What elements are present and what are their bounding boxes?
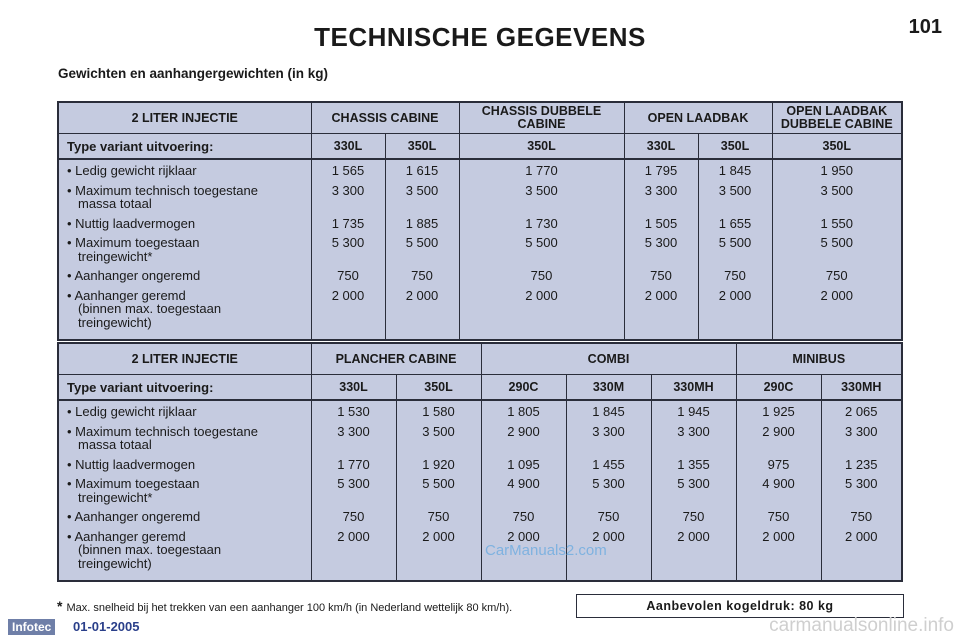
site-watermark: carmanualsonline.info <box>769 615 954 636</box>
row-label <box>67 289 309 330</box>
type-cell: 350L <box>396 375 481 401</box>
value-cell: 750 <box>427 509 450 524</box>
value-cell: 1 655 <box>718 215 752 231</box>
value-cell: 5 300 <box>844 476 878 491</box>
value-column <box>821 400 902 581</box>
recommended-ball-load-box: Aanbevolen kogeldruk: 80 kg <box>576 594 904 618</box>
value-cell: 750 <box>342 509 365 524</box>
value-column <box>651 400 736 581</box>
value-cell: 3 300 <box>337 423 370 439</box>
value-cell: 5 500 <box>820 235 854 250</box>
table-header-row <box>58 343 902 375</box>
type-row <box>58 134 902 160</box>
row-label-text: • Aanhanger geremd <box>67 528 186 544</box>
group-header-line: CHASSIS DUBBELE <box>481 104 602 118</box>
type-label: Type variant uitvoering: <box>58 134 311 160</box>
group-header <box>481 343 736 375</box>
type-cell: 350L <box>459 134 624 160</box>
value-cell: 2 000 <box>677 528 710 544</box>
group-header-line: CABINE <box>517 117 566 131</box>
value-cell: 2 000 <box>525 287 558 303</box>
value-cell: 2 900 <box>762 423 795 439</box>
row-label <box>67 269 309 283</box>
value-cell: 1 945 <box>677 404 710 419</box>
value-cell: 975 <box>767 456 790 472</box>
type-row <box>58 375 902 401</box>
table-body-row <box>58 159 902 340</box>
value-cell: 3 300 <box>644 182 678 198</box>
value-cell: 1 845 <box>592 404 625 419</box>
edition-date: 01-01-2005 <box>73 619 140 634</box>
value-cell: 2 000 <box>405 287 439 303</box>
group-header-line: OPEN LAADBAK <box>786 104 888 118</box>
value-cell: 1 730 <box>525 215 558 231</box>
row-label-continuation: massa totaal <box>78 196 152 211</box>
value-cell: 3 300 <box>844 423 878 439</box>
footnote-star: * <box>57 598 63 614</box>
group-header-line: CHASSIS CABINE <box>331 110 439 125</box>
value-cell: 1 235 <box>844 456 878 472</box>
value-cell: 750 <box>337 268 359 283</box>
row-label-text: • Maximum toegestaan <box>67 235 200 250</box>
value-cell: 5 500 <box>405 235 439 250</box>
row-label-text: • Maximum technisch toegestane <box>67 423 258 439</box>
type-cell: 330M <box>566 375 651 401</box>
row-label-continuation: treingewicht) <box>78 555 152 571</box>
value-cell: 5 500 <box>525 235 558 250</box>
value-cell: 3 300 <box>592 423 625 439</box>
table-corner: 2 LITER INJECTIE <box>58 343 311 375</box>
row-label <box>67 425 309 452</box>
value-cell: 2 000 <box>644 287 678 303</box>
group-header <box>772 102 902 134</box>
value-cell: 2 000 <box>337 528 370 544</box>
value-cell: 2 000 <box>820 287 854 303</box>
value-cell: 1 095 <box>507 456 540 472</box>
row-label <box>67 164 309 178</box>
value-cell: 2 000 <box>718 287 752 303</box>
value-cell: 3 500 <box>405 182 439 198</box>
value-cell: 750 <box>850 509 873 524</box>
row-label-text: • Aanhanger geremd <box>67 287 186 303</box>
value-cell: 1 530 <box>337 404 370 419</box>
type-cell: 330MH <box>821 375 902 401</box>
row-label-continuation: treingewicht) <box>78 314 152 330</box>
row-labels-cell <box>58 400 311 581</box>
value-column <box>311 159 385 340</box>
value-cell: 2 000 <box>592 528 625 544</box>
table-header-row <box>58 102 902 134</box>
value-cell: 3 500 <box>525 182 558 198</box>
row-label-continuation: treingewicht* <box>78 248 153 264</box>
row-label <box>67 405 309 419</box>
value-column <box>459 159 624 340</box>
value-cell: 5 300 <box>644 235 678 250</box>
value-cell: 1 925 <box>762 404 795 419</box>
row-label-text: • Ledig gewicht rijklaar <box>67 163 197 178</box>
value-column <box>311 400 396 581</box>
page-number: 101 <box>908 16 942 38</box>
value-cell: 1 845 <box>718 163 752 178</box>
value-cell: 1 505 <box>644 215 678 231</box>
type-cell: 330L <box>311 134 385 160</box>
group-header-line: OPEN LAADBAK <box>647 110 749 125</box>
weights-table-1 <box>57 101 903 341</box>
value-cell: 750 <box>530 268 553 283</box>
row-label-text: • Nuttig laadvermogen <box>67 456 196 472</box>
footnote <box>57 598 512 614</box>
value-cell: 2 000 <box>507 528 540 544</box>
value-cell: 1 920 <box>422 456 455 472</box>
row-label <box>67 530 309 571</box>
value-cell: 4 900 <box>507 476 540 491</box>
infotec-badge: Infotec <box>8 619 55 635</box>
value-cell: 1 805 <box>507 404 540 419</box>
value-cell: 5 300 <box>592 476 625 491</box>
group-header <box>459 102 624 134</box>
value-cell: 1 735 <box>331 215 365 231</box>
table-body-row <box>58 400 902 581</box>
value-cell: 1 950 <box>820 163 854 178</box>
value-cell: 750 <box>597 509 620 524</box>
value-cell: 3 300 <box>677 423 710 439</box>
value-cell: 1 550 <box>820 215 854 231</box>
row-label <box>67 184 309 211</box>
type-cell: 330L <box>311 375 396 401</box>
group-header <box>736 343 902 375</box>
value-cell: 2 000 <box>331 287 365 303</box>
page-title: TECHNISCHE GEGEVENS <box>314 22 646 52</box>
type-label: Type variant uitvoering: <box>58 375 311 401</box>
value-cell: 750 <box>512 509 535 524</box>
value-column <box>624 159 698 340</box>
row-label-continuation: massa totaal <box>78 437 152 452</box>
value-cell: 2 000 <box>844 528 878 544</box>
value-cell: 750 <box>724 268 746 283</box>
value-cell: 1 770 <box>525 163 558 178</box>
type-cell: 350L <box>698 134 772 160</box>
value-cell: 5 300 <box>677 476 710 491</box>
row-label <box>67 458 309 472</box>
weights-table-2 <box>57 342 903 582</box>
value-cell: 1 615 <box>405 163 439 178</box>
group-header <box>311 102 459 134</box>
row-labels-cell <box>58 159 311 340</box>
value-cell: 1 795 <box>644 163 678 178</box>
row-label-continuation: treingewicht* <box>78 489 153 505</box>
value-cell: 1 770 <box>337 456 370 472</box>
value-cell: 1 455 <box>592 456 625 472</box>
row-label <box>67 217 309 231</box>
value-cell: 3 500 <box>820 182 854 198</box>
row-label-continuation: (binnen max. toegestaan <box>78 542 222 557</box>
group-header <box>311 343 481 375</box>
row-label <box>67 477 309 504</box>
value-cell: 3 500 <box>422 423 455 439</box>
value-cell: 750 <box>767 509 790 524</box>
footnote-text: Max. snelheid bij het trekken van een aanhanger 100 km/h (in Nederland wettelijk 80 km/h). <box>66 602 513 614</box>
value-cell: 5 500 <box>422 476 455 491</box>
value-cell: 2 000 <box>422 528 455 544</box>
value-cell: 750 <box>825 268 848 283</box>
row-label <box>67 510 309 524</box>
value-cell: 2 065 <box>844 404 878 419</box>
row-label-continuation: (binnen max. toegestaan <box>78 301 222 316</box>
value-cell: 750 <box>650 268 672 283</box>
value-cell: 1 355 <box>677 456 710 472</box>
type-cell: 330L <box>624 134 698 160</box>
value-cell: 3 500 <box>718 182 752 198</box>
value-cell: 2 900 <box>507 423 540 439</box>
row-label-text: • Maximum technisch toegestane <box>67 182 258 198</box>
row-label-text: • Nuttig laadvermogen <box>67 215 196 231</box>
value-cell: 5 300 <box>337 476 370 491</box>
row-label-text: • Ledig gewicht rijklaar <box>67 404 197 419</box>
group-header-line: MINIBUS <box>792 351 846 366</box>
value-column <box>698 159 772 340</box>
row-label-text: • Aanhanger ongeremd <box>67 268 201 283</box>
value-cell: 1 565 <box>331 163 365 178</box>
group-header-line: PLANCHER CABINE <box>335 351 457 366</box>
type-cell: 290C <box>481 375 566 401</box>
value-cell: 4 900 <box>762 476 795 491</box>
value-cell: 3 300 <box>331 182 365 198</box>
type-cell: 290C <box>736 375 821 401</box>
group-header <box>624 102 772 134</box>
group-header-line: DUBBELE CABINE <box>780 117 893 131</box>
table-corner: 2 LITER INJECTIE <box>58 102 311 134</box>
row-label-text: • Aanhanger ongeremd <box>67 509 201 524</box>
value-cell: 750 <box>411 268 433 283</box>
section-subtitle: Gewichten en aanhangergewichten (in kg) <box>58 66 329 81</box>
value-column <box>736 400 821 581</box>
type-cell: 330MH <box>651 375 736 401</box>
value-cell: 1 580 <box>422 404 455 419</box>
row-label <box>67 236 309 263</box>
type-cell: 350L <box>772 134 902 160</box>
row-label-text: • Maximum toegestaan <box>67 476 200 491</box>
value-column <box>385 159 459 340</box>
value-cell: 5 500 <box>718 235 752 250</box>
value-column <box>396 400 481 581</box>
value-cell: 750 <box>682 509 705 524</box>
value-column <box>772 159 902 340</box>
value-cell: 1 885 <box>405 215 439 231</box>
value-cell: 5 300 <box>331 235 365 250</box>
group-header-line: COMBI <box>587 351 630 366</box>
value-cell: 2 000 <box>762 528 795 544</box>
watermark-link[interactable]: CarManuals2.com <box>485 542 607 559</box>
type-cell: 350L <box>385 134 459 160</box>
